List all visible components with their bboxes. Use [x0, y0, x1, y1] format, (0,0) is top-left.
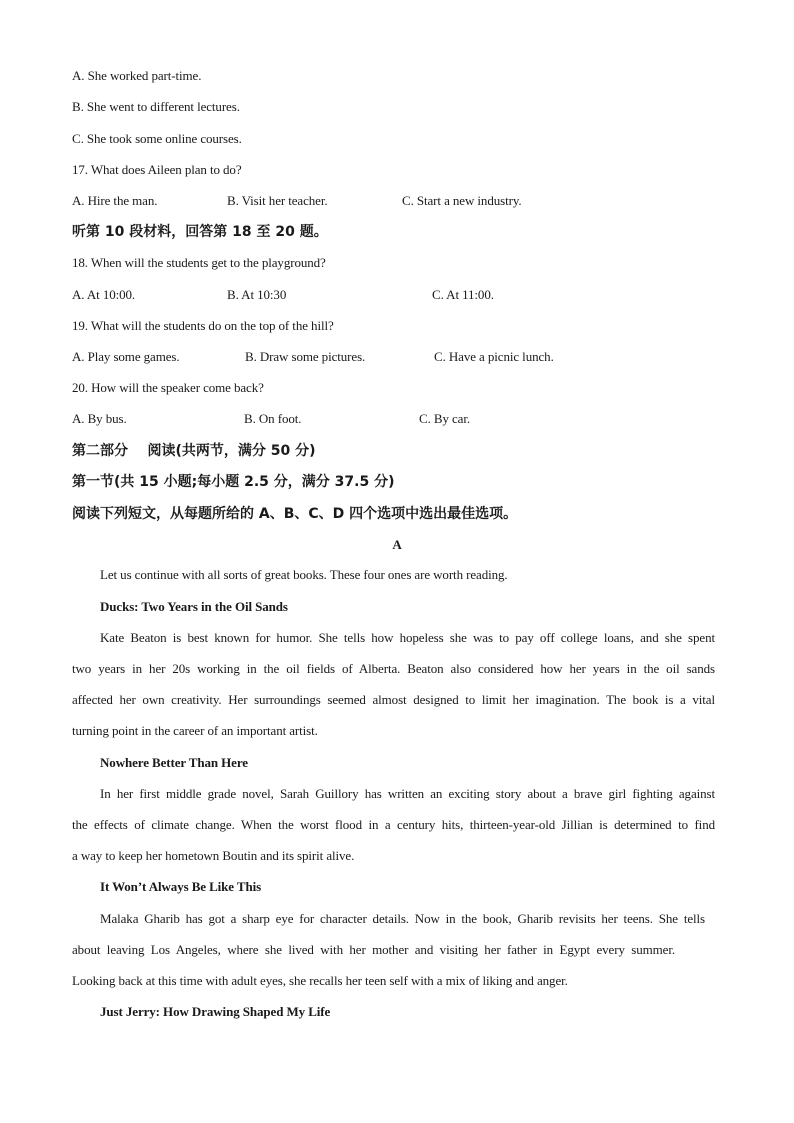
- passage-letter: A: [392, 537, 402, 552]
- q19-option-a: A. Play some games.: [72, 349, 180, 364]
- part2-instruction: 阅读下列短文，从每题所给的 A、B、C、D 四个选项中选出最佳选项。: [72, 506, 518, 522]
- book-text-line: the effects of climate change. When the worst flood in a century hits, thirteen-year-old Jillian is determined to find: [72, 817, 715, 832]
- book-title: It Won’t Always Be Like This: [100, 879, 262, 894]
- book-text-line: turning point in the career of an important artist.: [72, 723, 318, 738]
- q20-question: 20. How will the speaker come back?: [72, 380, 264, 395]
- part2-title: 第二部分 阅读(共两节，满分 50 分): [72, 443, 316, 459]
- q17-options: [72, 193, 722, 209]
- q18-option-b: B. At 10:30: [227, 287, 287, 302]
- book-text-line: about leaving Los Angeles, where she lived with her mother and visiting her father in Egypt every summer.: [72, 942, 675, 957]
- book-text-line: two years in her 20s working in the oil fields of Alberta. Beaton also considered how her years in the oil sands: [72, 661, 715, 676]
- book-text-line: Looking back at this time with adult eyes, she recalls her teen self with a mix of liking and anger.: [72, 973, 568, 988]
- q18-options: [72, 287, 722, 303]
- q17-question: 17. What does Aileen plan to do?: [72, 162, 242, 177]
- book-title: Nowhere Better Than Here: [100, 755, 248, 770]
- q19-question: 19. What will the students do on the top of the hill?: [72, 318, 334, 333]
- q18-option-c: C. At 11:00.: [432, 287, 494, 302]
- q17-option-b: B. Visit her teacher.: [227, 193, 328, 208]
- q18-option-a: A. At 10:00.: [72, 287, 136, 302]
- book-text-line: Malaka Gharib has got a sharp eye for character details. Now in the book, Gharib revisits her teens. She tells: [100, 911, 705, 926]
- book-title: Ducks: Two Years in the Oil Sands: [100, 599, 288, 614]
- q19-option-c: C. Have a picnic lunch.: [434, 349, 554, 364]
- q19-option-b: B. Draw some pictures.: [245, 349, 366, 364]
- book-title: Just Jerry: How Drawing Shaped My Life: [100, 1004, 331, 1019]
- book-text-line: affected her own creativity. Her surroundings seemed almost designed to limit her imagination. The book is a vital: [72, 692, 715, 707]
- section10-header: 听第 10 段材料，回答第 18 至 20 题。: [72, 224, 328, 240]
- q20-option-a: A. By bus.: [72, 411, 127, 426]
- part2-section1: 第一节(共 15 小题;每小题 2.5 分，满分 37.5 分): [72, 474, 395, 490]
- q17-option-c: C. Start a new industry.: [402, 193, 522, 208]
- book-text-line: Kate Beaton is best known for humor. She tells how hopeless she was to pay off college loans, and she spent: [100, 630, 715, 645]
- q20-options: [72, 411, 722, 427]
- q20-option-c: C. By car.: [419, 411, 470, 426]
- q16-option-b: B. She went to different lectures.: [72, 99, 240, 114]
- q18-question: 18. When will the students get to the playground?: [72, 255, 326, 270]
- q16-option-a: A. She worked part-time.: [72, 68, 202, 83]
- q19-options: [72, 349, 722, 365]
- book-text-line: a way to keep her hometown Boutin and its spirit alive.: [72, 848, 355, 863]
- q20-option-b: B. On foot.: [244, 411, 302, 426]
- q17-option-a: A. Hire the man.: [72, 193, 158, 208]
- q16-option-c: C. She took some online courses.: [72, 131, 242, 146]
- book-text-line: In her first middle grade novel, Sarah Guillory has written an exciting story about a brave girl fighting against: [100, 786, 715, 801]
- passage-intro: Let us continue with all sorts of great books. These four ones are worth reading.: [100, 567, 508, 582]
